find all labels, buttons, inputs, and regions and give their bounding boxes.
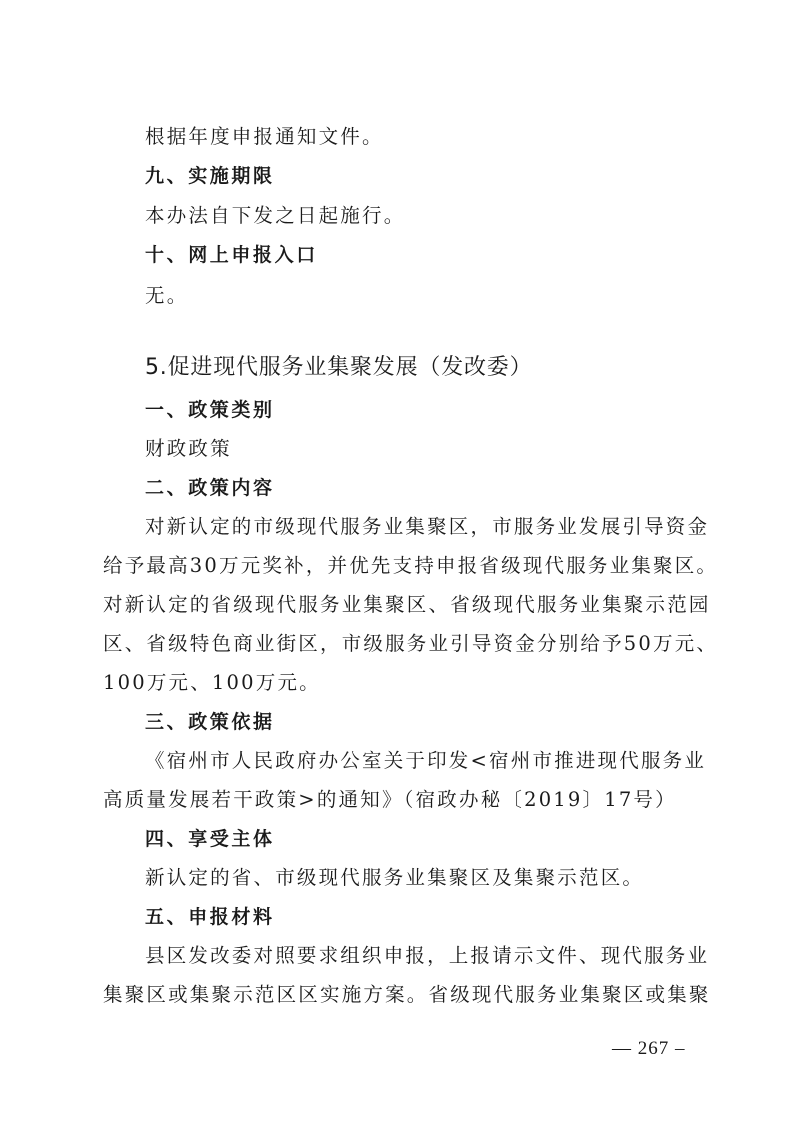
section-heading: 九、实施期限 [145,165,275,187]
body-line: 新认定的省、市级现代服务业集聚区及集聚示范区。 [145,866,645,889]
section-heading: 四、享受主体 [145,828,275,850]
section-heading: 一、政策类别 [145,399,275,421]
paragraph-line: 对新认定的市级现代服务业集聚区，市服务业发展引导资金 [145,515,710,538]
paragraph-line: 县区发改委对照要求组织申报，上报请示文件、现代服务业 [145,944,710,967]
section-heading: 二、政策内容 [145,477,275,499]
paragraph-line: 高质量发展若干政策>的通知》（宿政办秘〔2019〕17号） [103,788,677,811]
body-line: 根据年度申报通知文件。 [145,125,384,148]
body-line: 本办法自下发之日起施行。 [145,204,406,227]
section-heading: 十、网上申报入口 [145,244,318,266]
page-number: — 267 – [612,1038,686,1059]
policy-title: 5.促进现代服务业集聚发展（发改委） [145,355,533,380]
paragraph-line: 《宿州市人民政府办公室关于印发<宿州市推进现代服务业 [145,749,707,772]
paragraph-line: 对新认定的省级现代服务业集聚区、省级现代服务业集聚示范园 [103,593,711,616]
section-heading: 三、政策依据 [145,711,275,733]
section-heading: 五、申报材料 [145,906,275,928]
paragraph-line: 给予最高30万元奖补，并优先支持申报省级现代服务业集聚区。 [103,554,719,577]
paragraph-line: 100万元、100万元。 [103,671,321,694]
paragraph-line: 区、省级特色商业街区，市级服务业引导资金分别给予50万元、 [103,632,719,655]
body-line: 无。 [145,284,189,307]
paragraph-line: 集聚区或集聚示范区区实施方案。省级现代服务业集聚区或集聚 [103,983,711,1006]
body-line: 财政政策 [145,437,232,460]
